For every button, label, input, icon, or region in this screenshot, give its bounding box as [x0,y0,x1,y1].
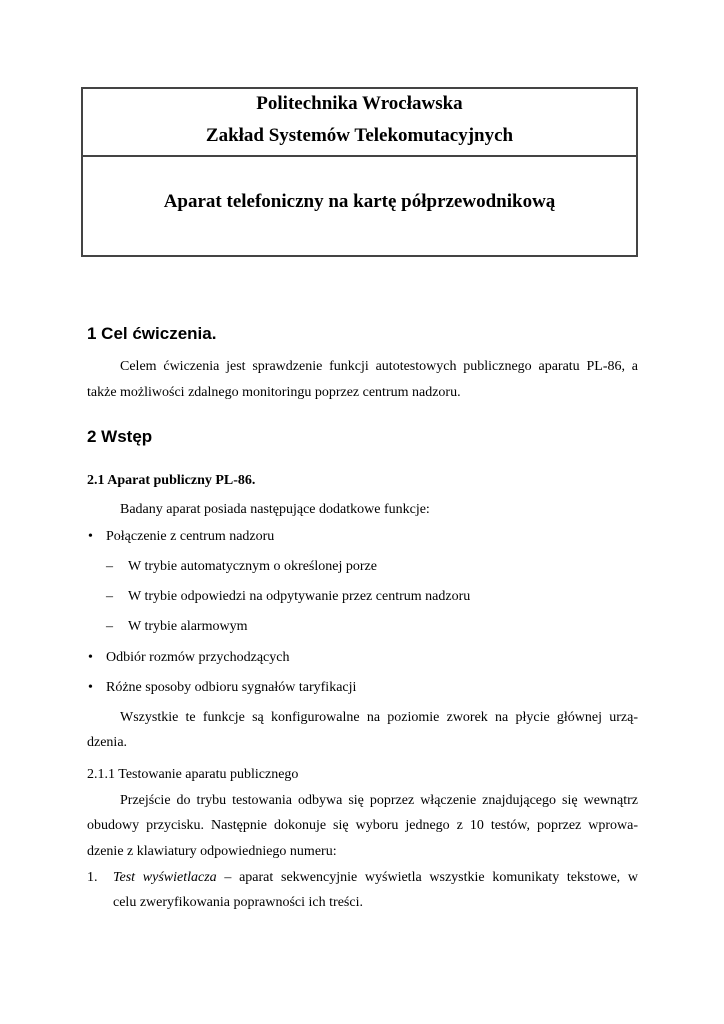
subsection-2-1-1-line-2: obudowy przycisku. Następnie dokonuje się wyboru jednego z 10 testów, poprzez wprowa- [87,818,638,833]
section-2-heading: 2 Wstęp [87,427,153,446]
section-1-paragraph-line-2: także możliwości zdalnego monitoringu poprzez centrum nadzoru. [87,385,461,400]
sub-item-3: W trybie alarmowym [128,619,248,634]
sub-item-1: W trybie automatycznym o określonej porze [128,559,377,574]
department-name: Zakład Systemów Telekomutacyjnych [205,125,514,146]
numbered-item-1-line-1 [113,870,638,886]
bullet-item-2: Odbiór rozmów przychodzących [106,650,290,665]
numbered-item-1-term: Test wyświetlacza [113,870,217,885]
bullet-marker: • [88,529,93,544]
subsection-2-1-1-line-3: dzenie z klawiatury odpowiedniego numeru: [87,844,337,859]
bullet-marker: • [88,650,93,665]
numbered-item-1-line-2: celu zweryfikowania poprawności ich treści. [113,895,363,910]
sub-item-2: W trybie odpowiedzi na odpytywanie przez centrum nadzoru [128,589,471,604]
section-1-paragraph-line-1: Celem ćwiczenia jest sprawdzenie funkcji autotestowych publicznego aparatu PL-86, a [120,359,638,374]
section-1-heading: 1 Cel ćwiczenia. [87,324,217,343]
subsection-2-1-1-heading: 2.1.1 Testowanie aparatu publicznego [87,767,299,782]
dash-marker: – [106,589,113,604]
dash-marker: – [106,619,113,634]
subsection-2-1-heading: 2.1 Aparat publiczny PL-86. [87,473,256,488]
bullet-marker: • [88,680,93,695]
bullet-item-1: Połączenie z centrum nadzoru [106,529,275,544]
subsection-2-1-intro: Badany aparat posiada następujące dodatkowe funkcje: [120,502,430,517]
document-header-box [81,87,638,257]
subsection-2-1-closing-line-2: dzenia. [87,735,128,750]
header-institution-cell [83,89,636,157]
institution-name: Politechnika Wrocławska [256,93,463,114]
dash-marker: – [106,559,113,574]
bullet-item-3: Różne sposoby odbioru sygnałów taryfikacji [106,680,357,695]
subsection-2-1-1-line-1: Przejście do trybu testowania odbywa się poprzez włączenie znajdującego się wewnątrz [120,793,638,808]
list-number: 1. [87,870,98,885]
subsection-2-1-closing-line-1: Wszystkie te funkcje są konfigurowalne na poziomie zworek na płycie głównej urzą- [120,710,638,725]
document-title: Aparat telefoniczny na kartę półprzewodnikową [163,191,556,212]
numbered-item-1-description: – aparat sekwencyjnie wyświetla wszystkie komunikaty tekstowe, w [216,870,639,885]
